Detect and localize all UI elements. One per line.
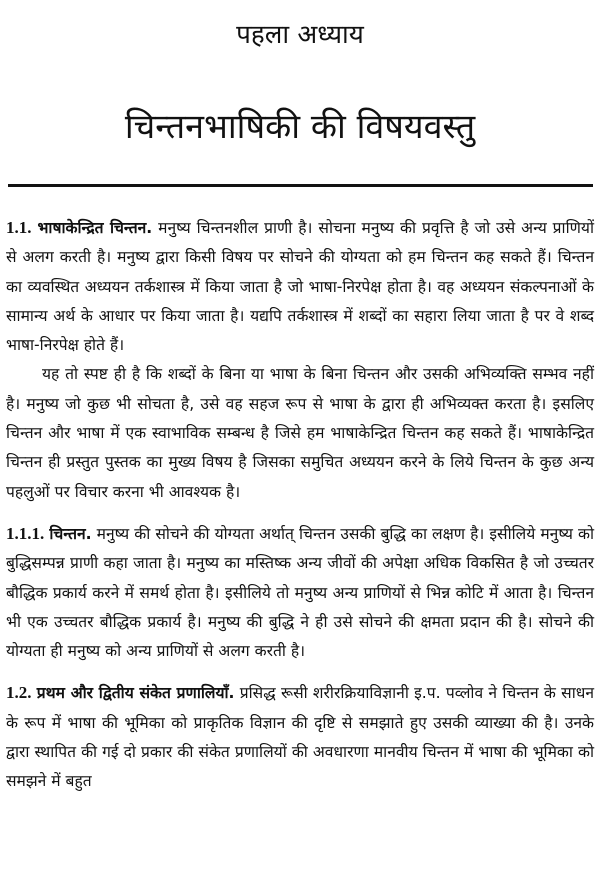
section-number: 1.2.	[6, 683, 32, 703]
paragraph-continuation	[6, 360, 594, 506]
section-1-1-1	[6, 519, 594, 666]
section-1-1	[6, 213, 594, 360]
paragraph-text: मनुष्य की सोचने की योग्यता अर्थात् चिन्तन उसकी बुद्धि का लक्षण है। इसीलिये मनुष्य को बुद्धिसम्पन्न प्राणी कहा जाता है। मनुष्य का मस्तिष्क अन्य जीवों की अपेक्षा अधिक विकसित है जो उच्चतर बौद्धिक प्रकार्य करने में समर्थ होता है। इसीलिये तो मनुष्य अन्य प्राणियों से भिन्न कोटि में आता है। चिन्तन भी एक उच्चतर बौद्धिक प्रकार्य है। मनुष्य की बुद्धि ने ही उसे सोचने की क्षमता प्रदान की है। सोचने की योग्यता ही मनुष्य को अन्य प्राणियों से अलग करती है।	[6, 524, 594, 661]
chapter-title: चिन्तनभाषिकी की विषयवस्तु	[124, 107, 476, 147]
paragraph-text: मनुष्य चिन्तनशील प्राणी है। सोचना मनुष्य की प्रवृत्ति है जो उसे अन्य प्राणियों से अलग करती है। मनुष्य द्वारा किसी विषय पर सोचने की योग्यता को हम चिन्तन कह सकते हैं। चिन्तन का व्यवस्थित अध्ययन तर्कशास्त्र में किया जाता है जो भाषा-निरपेक्ष होता है। वह अध्ययन संकल्पनाओं के सामान्य अर्थ के आधार पर किया जाता है। यद्यपि तर्कशास्त्र में शब्दों का सहारा लिया जाता है पर वे शब्द भाषा-निरपेक्ष होते हैं।	[6, 219, 594, 355]
section-number: 1.1.	[6, 218, 32, 237]
body-text	[6, 213, 594, 797]
paragraph-text: यह तो स्पष्ट ही है कि शब्दों के बिना या भाषा के बिना चिन्तन और उसकी अभिव्यक्ति सम्भव नहीं है। मनुष्य जो कुछ भी सोचता है, उसे वह सहज रूप से भाषा के द्वारा ही अभिव्यक्त करता है। इसलिए चिन्तन और भाषा में एक स्वाभाविक सम्बन्ध है जिसे हम भाषाकेन्द्रित चिन्तन कह सकते हैं। भाषाकेन्द्रित चिन्तन ही प्रस्तुत पुस्तक का मुख्य विषय है जिसका समुचित अध्ययन करने के लिये चिन्तन के कुछ अन्य पहलुओं पर विचार करना भी आवश्यक है।	[6, 365, 594, 501]
section-1-2	[6, 678, 594, 796]
heading-divider	[8, 184, 593, 187]
paragraph-text: प्रसिद्ध रूसी शरीरक्रियाविज्ञानी इ.प. पव्लोव ने चिन्तन के साधन के रूप में भाषा की भूमिका को प्राकृतिक विज्ञान की दृष्टि से समझाते हुए उसकी व्याख्या की है। उनके द्वारा स्थापित की गई दो प्रकार की संकेत प्रणालियों की अवधारणा मानवीय चिन्तन में भाषा की भूमिका को समझने में बहुत	[6, 684, 594, 791]
section-heading: भाषाकेन्द्रित चिन्तन.	[37, 219, 153, 237]
section-heading: चिन्तन.	[49, 524, 92, 543]
section-number: 1.1.1.	[6, 523, 45, 543]
section-heading: प्रथम और द्वितीय संकेत प्रणालियाँ.	[36, 684, 235, 703]
chapter-label: पहला अध्याय	[236, 20, 364, 50]
